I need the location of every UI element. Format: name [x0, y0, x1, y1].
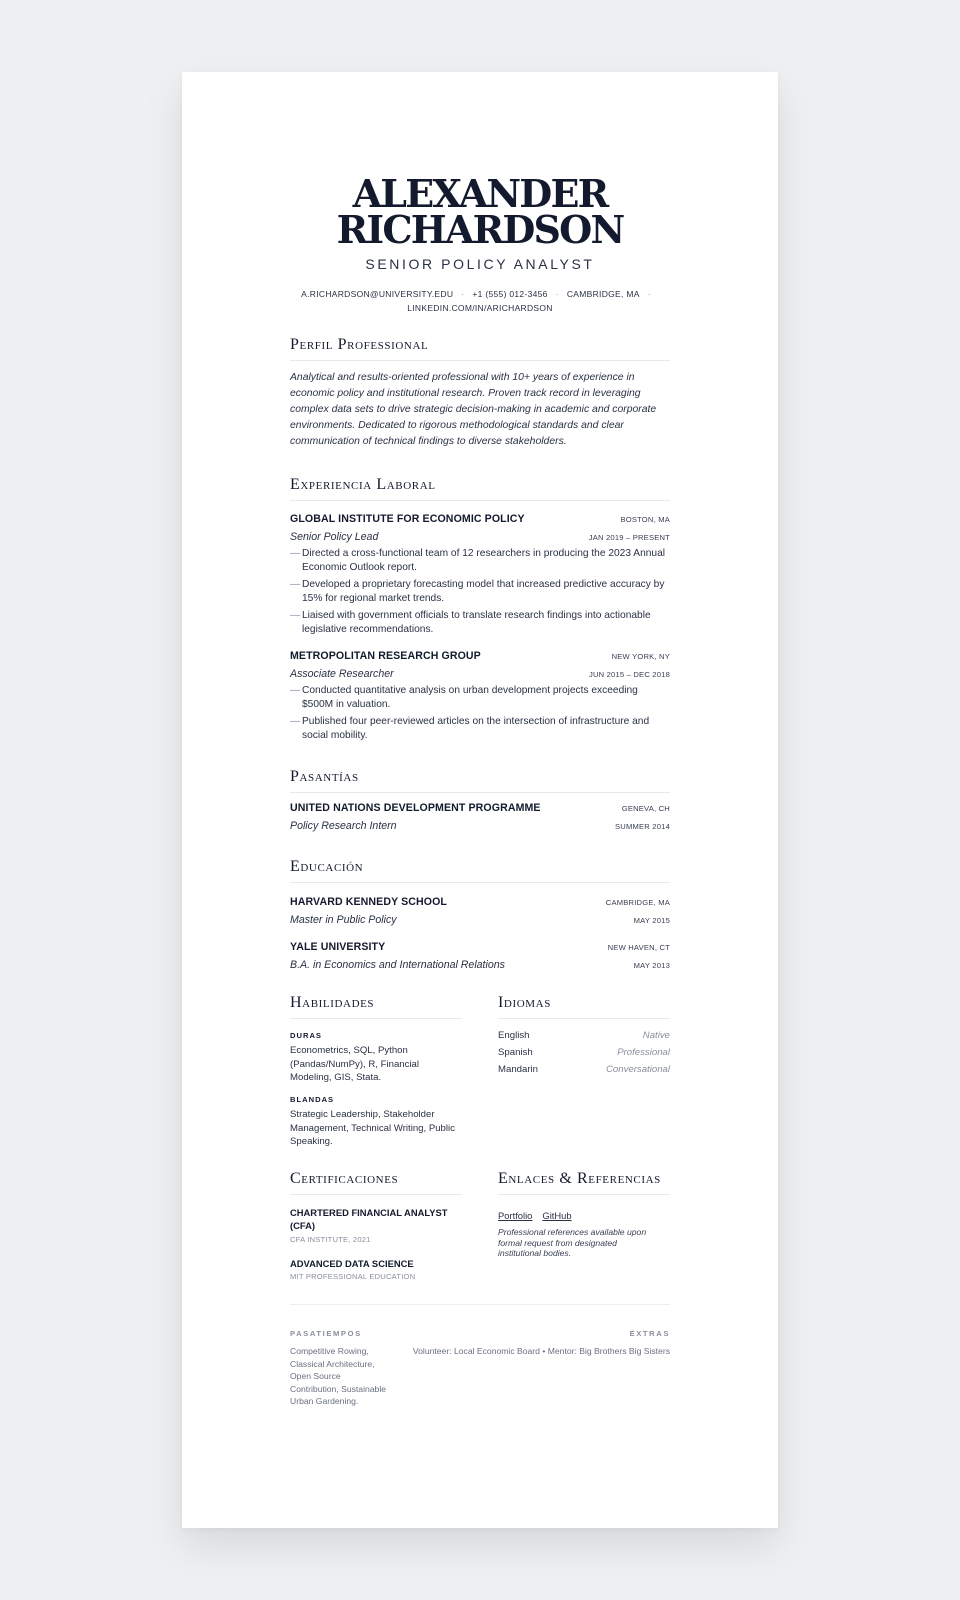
dash-icon: — [290, 610, 301, 621]
github-link[interactable]: GitHub [542, 1210, 572, 1221]
job-dates: JUN 2015 – DEC 2018 [588, 670, 670, 679]
hobbies-label: PASATIEMPOS [290, 1329, 362, 1338]
contact-phone[interactable]: +1 (555) 012-3456 [472, 289, 548, 299]
cert-source: MIT PROFESSIONAL EDUCATION [290, 1272, 416, 1281]
education-location: CAMBRIDGE, MA [605, 898, 670, 907]
education-location: NEW HAVEN, CT [607, 943, 670, 952]
links-row [498, 1206, 582, 1224]
job-bullet [290, 547, 670, 574]
separator: · [647, 289, 651, 299]
job-location: BOSTON, MA [620, 515, 670, 524]
section-title-education: Educación [290, 858, 670, 883]
separator: · [555, 289, 559, 299]
dash-icon: — [290, 548, 301, 559]
job-location: NEW YORK, NY [611, 652, 670, 661]
internship-location: GENEVA, CH [621, 804, 670, 813]
education-degree: Master in Public Policy [290, 914, 397, 926]
name-first: ALEXANDER [352, 171, 608, 216]
dash-icon: — [290, 685, 301, 696]
skills-soft-label: BLANDAS [290, 1095, 335, 1104]
contact-line [290, 287, 670, 315]
job-bullet-text: Published four peer-reviewed articles on the intersection of infrastructure and social mobility. [302, 716, 650, 741]
resume-page [182, 72, 778, 1528]
name-last: RICHARDSON [336, 207, 624, 252]
job-title: SENIOR POLICY ANALYST [365, 256, 595, 272]
footer-divider [290, 1304, 670, 1305]
profile-summary: Analytical and results-oriented professional with 10+ years of experience in economic policy and institutional research. Proven track record in leveraging complex data sets to drive strategic decision-making in academic and corporate environments. Dedicated to rigorous methodological standards and clear communication of technical findings to diverse stakeholders. [290, 372, 657, 447]
contact-email[interactable]: A.RICHARDSON@UNIVERSITY.EDU [301, 289, 454, 299]
cert-name: ADVANCED DATA SCIENCE [290, 1258, 414, 1269]
cert-source: CFA INSTITUTE, 2021 [290, 1235, 371, 1244]
section-title-experience: Experiencia Laboral [290, 476, 670, 501]
dash-icon: — [290, 716, 301, 727]
job-role: Associate Researcher [290, 668, 394, 680]
job-org: GLOBAL INSTITUTE FOR ECONOMIC POLICY [290, 513, 525, 525]
language-level: Professional [617, 1047, 670, 1058]
contact-location: CAMBRIDGE, MA [566, 289, 640, 299]
internship-role: Policy Research Intern [290, 820, 397, 832]
job-role: Senior Policy Lead [290, 531, 379, 543]
section-title-certifications: Certificaciones [290, 1170, 462, 1195]
dash-icon: — [290, 579, 301, 590]
job-bullet-text: Conducted quantitative analysis on urban development projects exceeding $500M in valuation. [302, 685, 638, 710]
references-note: Professional references available upon formal request from designated institutional bodies. [498, 1227, 647, 1258]
skills-hard-label: DURAS [290, 1031, 323, 1040]
separator: · [461, 289, 465, 299]
section-title-profile: Perfil Professional [290, 336, 670, 361]
language-name: Mandarin [498, 1064, 538, 1075]
job-bullet-text: Directed a cross-functional team of 12 researchers in producing the 2023 Annual Economic Outlook report. [302, 548, 665, 573]
job-dates: JAN 2019 – PRESENT [588, 533, 670, 542]
language-name: English [498, 1030, 530, 1041]
language-level: Native [642, 1030, 670, 1041]
job-org: METROPOLITAN RESEARCH GROUP [290, 650, 481, 662]
section-title-internships: Pasantías [290, 768, 670, 793]
language-row [498, 1030, 670, 1041]
language-row [498, 1047, 670, 1058]
language-row [498, 1064, 670, 1075]
portfolio-link[interactable]: Portfolio [498, 1210, 533, 1221]
job-bullet [290, 609, 670, 636]
extras-text: Volunteer: Local Economic Board • Mentor: Big Brothers Big Sisters [412, 1346, 670, 1356]
education-school: HARVARD KENNEDY SCHOOL [290, 896, 448, 908]
internship-dates: SUMMER 2014 [615, 822, 670, 831]
job-bullet [290, 715, 670, 742]
skills-soft: Strategic Leadership, Stakeholder Management, Technical Writing, Public Speaking. [290, 1109, 455, 1147]
job-bullet [290, 684, 670, 711]
language-level: Conversational [606, 1064, 670, 1075]
language-name: Spanish [498, 1047, 533, 1058]
internship-org: UNITED NATIONS DEVELOPMENT PROGRAMME [290, 802, 541, 814]
candidate-name [290, 171, 670, 252]
hobbies-text: Competitive Rowing, Classical Architecture, Open Source Contribution, Sustainable Urban Gardening. [290, 1346, 387, 1406]
job-bullet-text: Developed a proprietary forecasting model that increased predictive accuracy by 15% for regional market trends. [302, 579, 665, 604]
extras-label: EXTRAS [629, 1329, 670, 1338]
education-date: MAY 2013 [633, 961, 670, 970]
education-date: MAY 2015 [633, 916, 670, 925]
education-school: YALE UNIVERSITY [290, 941, 386, 953]
job-bullet [290, 578, 670, 605]
section-title-languages: Idiomas [498, 994, 670, 1019]
section-title-skills: Habilidades [290, 994, 462, 1019]
contact-linkedin[interactable]: LINKEDIN.COM/IN/ARICHARDSON [407, 303, 553, 313]
education-degree: B.A. in Economics and International Relations [290, 959, 505, 971]
job-bullet-text: Liaised with government officials to translate research findings into actionable legislative recommendations. [302, 610, 651, 635]
skills-hard: Econometrics, SQL, Python (Pandas/NumPy), R, Financial Modeling, GIS, Stata. [290, 1045, 420, 1083]
cert-name: CHARTERED FINANCIAL ANALYST (CFA) [290, 1207, 448, 1231]
section-title-links: Enlaces & Referencias [498, 1170, 670, 1195]
